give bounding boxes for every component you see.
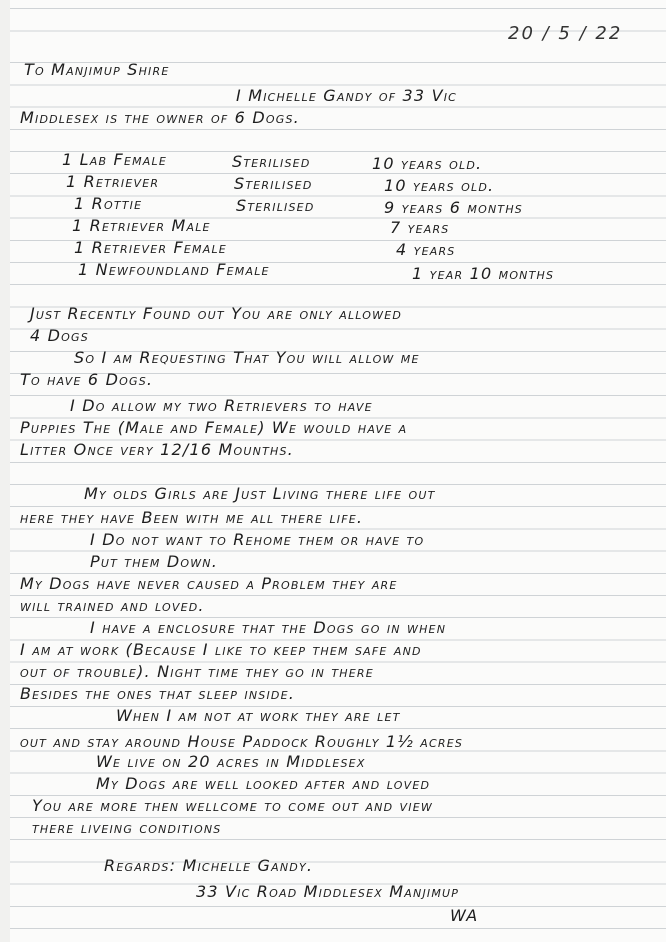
body-line: I Do allow my two Retrievers to have: [70, 396, 373, 415]
body-line: Puppies The (Male and Female) We would have a: [20, 418, 408, 437]
body-line: To have 6 Dogs.: [20, 370, 154, 389]
intro-line: Middlesex is the owner of 6 Dogs.: [20, 108, 300, 127]
dog-breed: 1 Newfoundland Female: [78, 260, 270, 279]
body-line: 4 Dogs: [30, 326, 89, 345]
dog-breed: 1 Retriever Female: [74, 238, 227, 257]
dog-breed: 1 Lab Female: [62, 150, 167, 169]
dog-age: 10 years old.: [384, 176, 495, 195]
addressee: To Manjimup Shire: [24, 60, 170, 79]
body-line: will trained and loved.: [20, 596, 205, 615]
sender-address: 33 Vic Road Middlesex Manjimup: [196, 882, 460, 901]
regards-line: Regards: Michelle Gandy.: [104, 856, 314, 875]
body-line: So I am Requesting That You will allow me: [74, 348, 420, 367]
dog-age: 9 years 6 months: [384, 198, 523, 217]
body-line: Besides the ones that sleep inside.: [20, 684, 296, 703]
body-line: My Dogs are well looked after and loved: [96, 774, 431, 793]
body-line: I have a enclosure that the Dogs go in when: [90, 618, 447, 637]
body-line: here they have Been with me all there life.: [20, 508, 364, 527]
dog-age: 7 years: [390, 218, 450, 237]
body-line: I Do not want to Rehome them or have to: [90, 530, 425, 549]
body-line: Put them Down.: [90, 552, 218, 571]
dog-status: Sterilised: [232, 152, 311, 171]
body-line: When I am not at work they are let: [116, 706, 401, 725]
dog-status: Sterilised: [234, 174, 313, 193]
body-line: My olds Girls are Just Living there life out: [84, 484, 436, 503]
dog-age: 1 year 10 months: [412, 264, 555, 283]
dog-breed: 1 Retriever Male: [72, 216, 211, 235]
dog-age: 10 years old.: [372, 154, 483, 173]
paper-margin: [0, 0, 10, 942]
body-line: Litter Once very 12/16 Mounths.: [20, 440, 294, 459]
dog-breed: 1 Retriever: [66, 172, 160, 191]
dog-status: Sterilised: [236, 196, 315, 215]
dog-age: 4 years: [396, 240, 456, 259]
body-line: out and stay around House Paddock Roughly 1½ acres: [20, 732, 464, 751]
body-line: We live on 20 acres in Middlesex: [96, 752, 366, 771]
sender-state: WA: [450, 906, 479, 925]
intro-line: I Michelle Gandy of 33 Vic: [236, 86, 458, 105]
body-line: I am at work (Because I like to keep them safe and: [20, 640, 422, 659]
body-line: You are more then wellcome to come out and view: [32, 796, 433, 815]
body-line: there liveing conditions: [32, 818, 222, 837]
body-line: Just Recently Found out You are only allowed: [30, 304, 403, 323]
body-line: out of trouble). Night time they go in there: [20, 662, 374, 681]
letter-date: 20 / 5 / 22: [508, 23, 623, 44]
dog-breed: 1 Rottie: [74, 194, 143, 213]
body-line: My Dogs have never caused a Problem they are: [20, 574, 398, 593]
